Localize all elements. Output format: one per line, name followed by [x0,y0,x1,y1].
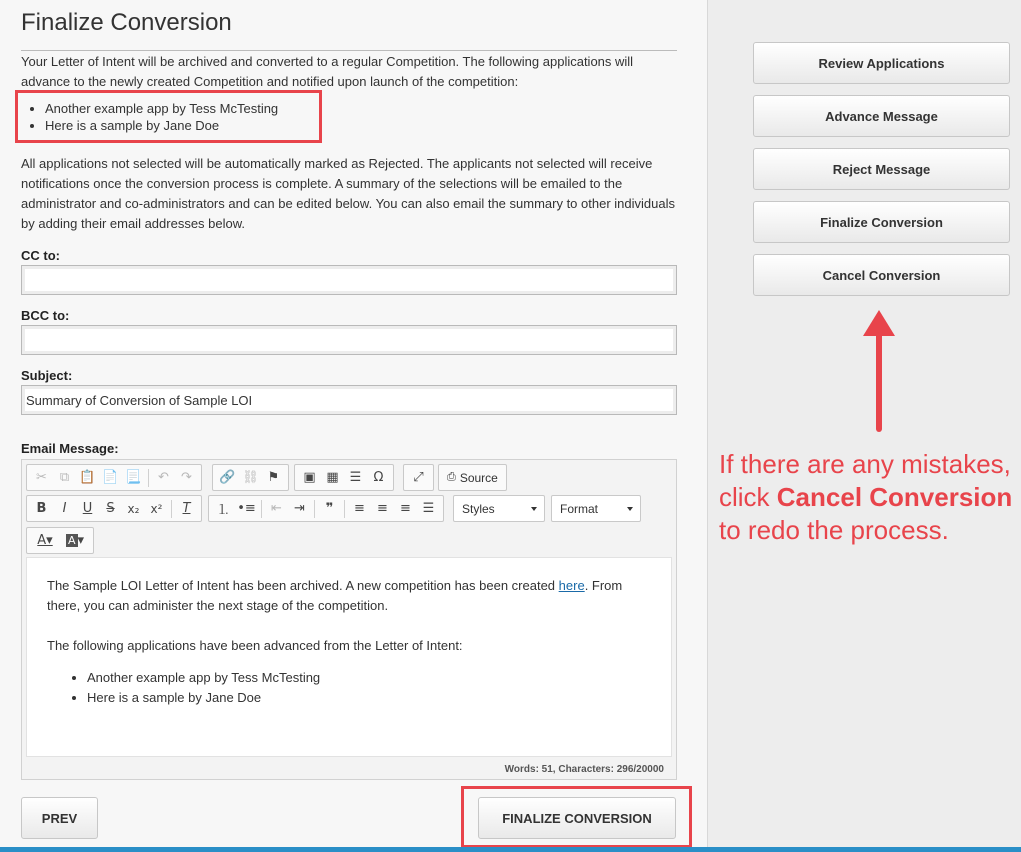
toolbar-clipboard-group [26,464,202,491]
list-item: • Another example app by Tess McTesting [45,100,278,117]
text-color-icon[interactable]: A▾ [37,533,53,548]
bulleted-list-icon[interactable]: •≡ [237,501,256,516]
annotation-arrow-shaft [876,332,882,432]
list-item: • Here is a sample by Jane Doe [87,688,651,708]
superscript-icon[interactable]: x² [150,501,163,516]
special-character-icon[interactable]: Ω [373,470,384,485]
toolbar-color-group [26,527,94,554]
image-icon[interactable]: ▣ [303,470,316,485]
cut-icon[interactable]: ✂ [36,470,47,485]
intro-text: Your Letter of Intent will be archived and converted to a regular Competition. The following applications will advance to the newly created Competition and notified upon launch of the competition: [21,54,634,89]
cc-input[interactable] [21,265,677,295]
message-paragraph-1 [47,576,651,616]
link-icon[interactable]: 🔗 [219,470,236,485]
message-text: . From there, you can administer the next stage of the competition. [47,578,623,613]
here-link[interactable]: here [558,578,585,593]
maximize-icon[interactable]: ⤢ [413,470,424,485]
message-applications-list [47,668,651,708]
format-label: Format [560,501,599,516]
increase-indent-icon[interactable]: ⇥ [294,501,305,516]
message-paragraph-2: The following applications have been advanced from the Letter of Intent: [47,638,463,653]
redo-icon[interactable]: ↷ [181,470,192,485]
advance-message-button[interactable]: Advance Message [753,95,1010,137]
finalize-conversion-side-button[interactable]: Finalize Conversion [753,201,1010,243]
annotation-emphasis: Cancel Conversion [776,482,1013,512]
toolbar-separator [261,500,262,518]
reject-message-button[interactable]: Reject Message [753,148,1010,190]
bcc-input[interactable] [21,325,677,355]
undo-icon[interactable]: ↶ [158,470,169,485]
align-right-icon[interactable]: ≡ [400,501,411,516]
rich-text-editor [21,459,677,780]
paste-icon[interactable]: 📋 [79,470,96,485]
paste-word-icon[interactable]: 📃 [125,470,142,485]
annotation-note [719,448,1019,547]
background-color-icon[interactable]: A ▾ [67,533,85,548]
underline-icon[interactable]: U [82,501,93,516]
justify-icon[interactable]: ☰ [422,501,435,516]
prev-button[interactable]: PREV [21,797,98,839]
bcc-label: BCC to: [21,308,70,323]
blockquote-icon[interactable]: ❞ [325,501,334,516]
numbered-list-icon[interactable]: ⒈ [216,503,230,518]
highlight-box-finalize [461,786,692,848]
table-icon[interactable]: ▦ [326,470,339,485]
source-label: Source [459,470,498,485]
strikethrough-icon[interactable]: S [106,501,115,516]
subscript-icon[interactable]: x₂ [127,501,140,516]
bold-icon[interactable]: B [36,501,47,516]
list-item: • Another example app by Tess McTesting [87,668,651,688]
italic-icon[interactable]: I [62,501,67,516]
toolbar-separator [171,500,172,518]
toolbar-paragraph-group [208,495,444,522]
chevron-down-icon [531,507,537,511]
horizontal-line-icon[interactable]: ☰ [349,470,362,485]
bottom-accent-bar [0,847,1021,852]
chevron-down-icon [627,507,633,511]
email-message-label: Email Message: [21,441,119,456]
styles-label: Styles [462,501,495,516]
finalize-conversion-button[interactable]: FINALIZE CONVERSION [478,797,676,839]
review-applications-button[interactable]: Review Applications [753,42,1010,84]
styles-dropdown[interactable] [453,495,545,522]
annotation-text: If there are any mistakes, click [719,449,1011,512]
cancel-conversion-button[interactable]: Cancel Conversion [753,254,1010,296]
align-center-icon[interactable]: ≡ [377,501,388,516]
format-dropdown[interactable] [551,495,641,522]
toolbar-maximize-group [403,464,434,491]
toolbar-separator [344,500,345,518]
editor-content-area[interactable] [26,557,672,757]
cc-label: CC to: [21,248,60,263]
toolbar-separator [314,500,315,518]
title-divider [21,50,677,51]
remove-format-icon[interactable]: T [182,501,191,516]
toolbar-source-group [438,464,507,491]
toolbar-basic-styles-group [26,495,202,522]
toolbar-insert-group [294,464,394,491]
page-title: Finalize Conversion [21,9,232,36]
toolbar-separator [148,469,149,487]
rejection-note: All applications not selected will be automatically marked as Rejected. The applicants not selected will receive notifications once the conversion process is complete. A summary of the selections will be emailed to the administrator and co-administrators and can be edited below. You can also email the summary to other individuals by adding their email addresses below. [21,156,675,231]
align-left-icon[interactable]: ≡ [354,501,365,516]
source-button[interactable] [442,471,503,485]
unlink-icon[interactable]: ⛓ [242,470,259,485]
decrease-indent-icon[interactable]: ⇤ [271,501,282,516]
toolbar-link-group [212,464,289,491]
list-item: • Here is a sample by Jane Doe [45,117,278,134]
word-count: Words: 51, Characters: 296/20000 [504,764,664,775]
subject-input[interactable] [21,385,677,415]
annotation-text: to redo the process. [719,515,949,545]
subject-label: Subject: [21,368,73,383]
copy-icon[interactable]: ⧉ [59,470,70,485]
anchor-flag-icon[interactable]: ⚑ [267,470,280,485]
source-icon: ⎙ [447,471,456,483]
message-text: The Sample LOI Letter of Intent has been archived. A new competition has been created [47,578,559,593]
paste-text-icon[interactable]: 📄 [102,470,119,485]
highlight-box-applications [15,90,322,143]
